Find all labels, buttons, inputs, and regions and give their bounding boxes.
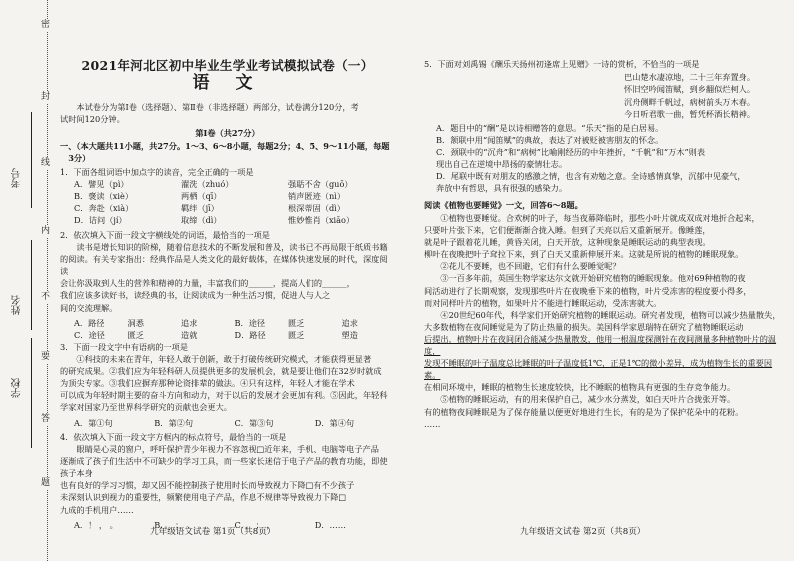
seal-char: 内: [41, 226, 51, 236]
seal-char: 密: [41, 20, 51, 30]
reading-instructions: 阅读《植物也要睡觉》一文，回答6～8题。: [424, 200, 583, 210]
poem-line: 沉舟侧畔千帆过，病树前头万木春。: [624, 96, 756, 107]
subject-title: 语 文: [192, 73, 263, 93]
section-heading: 第Ⅰ卷（共27分）: [195, 128, 260, 138]
option-row: D．诘问（jí） 取缔（dì） 惟妙惟肖（xiāo）: [74, 215, 355, 226]
exam-number-line: [31, 112, 32, 208]
question-4: 4．依次填入下面一段文字方框内的标点符号，最恰当的一项是 眼睛是心灵的窗户，呼吁保护青少年视力不容忽视□近年来，手机、电脑等电子产品 逐渐成了孩子们生活中不可缺少的学习工具，而一些家长迷信于电子产品的教育功能，即使孩子本身 也有良好的学习习惯，却又因不能控制孩子使用时长而导致视力下降□有不少孩子 未深刻认识到视力的重要性，频繁使用电子产品，作息不规律等导致视力下降□ 九成的手机用户…… A．！ ， 。 B．。 ； 。 C．， ； ， D．……: [60, 431, 395, 531]
underlined-sentence: 后提出，植物叶片在夜间闭合能减少热量散发，他用一根温度探测针在夜间测量多种植物叶片的温度，: [424, 333, 777, 357]
question-5-options: A．题目中的“酬”是以诗相赠答的意思。“乐天”指的是白居易。 B．颔联中用“闻笛赋”的典故，表达了对被贬被害朋友的怀念。 C．颈联中的“沉舟”和“病树”比喻刚经历的中年挫折，“千帆”和“万木”则表 现出自己在逆境中昂扬的豪情壮志。 D．尾联中既有对朋友的感激之情，也含有劝勉之意。全诗感情真挚，沉郁中见豪气， 奔放中有哲思，具有很强的感染力。: [436, 123, 746, 194]
underlined-sentence: 发现不睡眠的叶子温度总比睡眠的叶子温度低1℃，正是1℃的微小差异，成为植物生长的重要因素。: [424, 358, 773, 381]
option-row: A．！ ， 。 B．。 ； 。 C．， ； ， D．……: [74, 519, 346, 530]
option-row: B．褒读（xiè） 两栖（qī） 销声匿迹（nì）: [74, 191, 346, 202]
name-line: [31, 240, 32, 330]
reading-passage: ①植物也要睡觉。合欢树的叶子，每当夜幕降临时，那些小叶片就成双成对地折合起来， 只要叶片张下来，它们便渐渐合拢入睡。但到了天亮以后又重新展开。像睡莲， 就是叶子跟着花儿睡，黄昏关闭，白天开放，这种现象是睡眠运动的典型表现。 柳叶在夜晚把叶子耷拉下来，到了白天又重新伸展开来。这就是所说的植物的睡眠现象。 ②花儿不要睡，也不回避，它们有什么要睡觉呢？ ③一百多年前，英国生物学家达尔文就开始研究植物的睡眠现象。他对69种植物的夜 间活动进行了长期观察，发现那些叶片在夜晚垂下来的植物，叶片受冻害的程度要小得多， 而对同样叶片的植物，如果叶片不能进行睡眠运动，受冻害就大。 ④20世纪60年代，科学家们开始研究植物的睡眠运动。研究者发现，植物可以减少热量散失， 大多数植物在夜间睡觉是为了防止热量的损失。美国科学家恩瑞特在研究了植物睡眠运动 后提出，植物叶片在夜间闭合能减少热量散发，他用一根温度探测针在夜间测量多种植物叶片的温度， 发现不睡眠的叶子温度总比睡眠的叶子温度低1℃，正是1℃的微小差异，成为植物生长的重要因素。 在相同环境中，睡眠的植物生长速度较快，比不睡眠的植物具有更强的生存竞争能力。 ⑤植物的睡眠运动，有的用来保护自己，减少水分蒸发，如白天叶片合拢张开等。 有的植物夜间睡眠是为了保存能量以便更好地进行生长，有的是为了保护花朵中的花粉。 ……: [424, 213, 781, 429]
question-3: 3．下面一段文字中有语病的一项是 ①科技的未来在青年，年轻人敢于创新，敢于打破传统研究模式，才能获得更显著 的研究成果。②我们应为年轻科研人员提供更多的发展机会，就是要让他们在32岁时就成 为顶尖专家。③我们应摒弃那种论资排辈的做法。④只有这样，年轻人才能在学术 可以成为年轻时期主要的奋斗方向和动力，对于以后的发展才会更加有利。⑤因此，年轻科 学家对国家乃至世界科学研究的贡献也会更大。 A．第①句 B．第②句 C．第③句 D．第④句: [60, 341, 395, 429]
option-row: C．途径 匮乏 造就 D．路径 匮乏 塑造: [74, 329, 358, 340]
question-stem: 2．依次填入下面一段文字横线处的词语，最恰当的一项是: [60, 230, 270, 240]
seal-char: 封: [41, 92, 51, 102]
poem-line: 怀旧空吟闻笛赋，到乡翻似烂柯人。: [624, 84, 756, 95]
option-row: A．路径 洞悉 追求 B．途径 匮乏 追求: [74, 317, 358, 328]
seal-char: 不: [41, 292, 51, 302]
school-label: 学校: [12, 378, 23, 398]
name-label: 姓名: [12, 295, 23, 315]
seal-char: 题: [41, 478, 51, 488]
seal-char: 线: [41, 158, 51, 168]
page-1-footer: 九年级语文试卷 第1页（共8页）: [150, 527, 276, 537]
question-stem: 1．下面各组词语中加点字的读音，完全正确的一项是: [60, 167, 254, 177]
question-1: [60, 166, 395, 226]
question-2: 2．依次填入下面一段文字横线处的词语，最恰当的一项是 读书是增长知识的阶梯，随着信息技术的不断发展和普及，读书已不再局限于纸质书籍 的阅读。有关专家指出：经典作品是人类文化的最好载体，在媒体快速发展的时代，深度阅读 会让你汲取到人生的营养和精神的力量，丰富我们的______，提高人们的______， 我们应该多读好书，读经典的书，让阅读成为一种生活习惯，促进人与人之 间的交流理解。 A．路径 洞悉 追求 B．途径 匮乏 追求 C．途径 匮乏 造就 D．路径 匮乏 塑造: [60, 229, 395, 341]
poem-line: 今日听君歌一曲，暂凭杯酒长精神。: [624, 109, 756, 120]
part-one-instructions: 一、（本大题共11小题，共27分。1～3、6～8小题，每题2分；4、5、9～11小题，每题 3分）: [60, 141, 390, 164]
exam-title: 2021年河北区初中毕业生学业考试模拟试卷（一）: [81, 58, 374, 73]
seal-char: 要: [41, 352, 51, 362]
exam-number-label: 考号: [12, 168, 23, 188]
poem-line: 巴山楚水凄凉地，二十三年弃置身。: [624, 72, 756, 82]
seal-line: [47, 0, 48, 561]
page-2-footer: 九年级语文试卷 第2页（共8页）: [520, 527, 646, 537]
option-row: A．譬见（pì） 濯洗（zhuó） 强聒不舍（guō）: [74, 179, 353, 190]
seal-char: 答: [41, 414, 51, 424]
poem: [624, 71, 774, 121]
question-5-stem: 5．下面对刘禹锡《酬乐天扬州初逢席上见赠》一诗的赏析，不恰当的一项是: [424, 59, 700, 69]
school-line: [31, 338, 32, 448]
binding-margin: [0, 0, 58, 561]
option-row: A．第①句 B．第②句 C．第③句 D．第④句: [74, 417, 355, 428]
question-stem: 4．依次填入下面一段文字方框内的标点符号，最恰当的一项是: [60, 432, 287, 442]
exam-intro: 本试卷分为第Ⅰ卷（选择题）、第Ⅱ卷（非选择题）两部分，试卷满分120分，考 试时间120分钟。: [60, 102, 359, 125]
question-stem: 3．下面一段文字中有语病的一项是: [60, 342, 189, 352]
option-row: C．奔赴（xià） 羁绊（jī） 根深蒂固（dì）: [74, 203, 345, 214]
